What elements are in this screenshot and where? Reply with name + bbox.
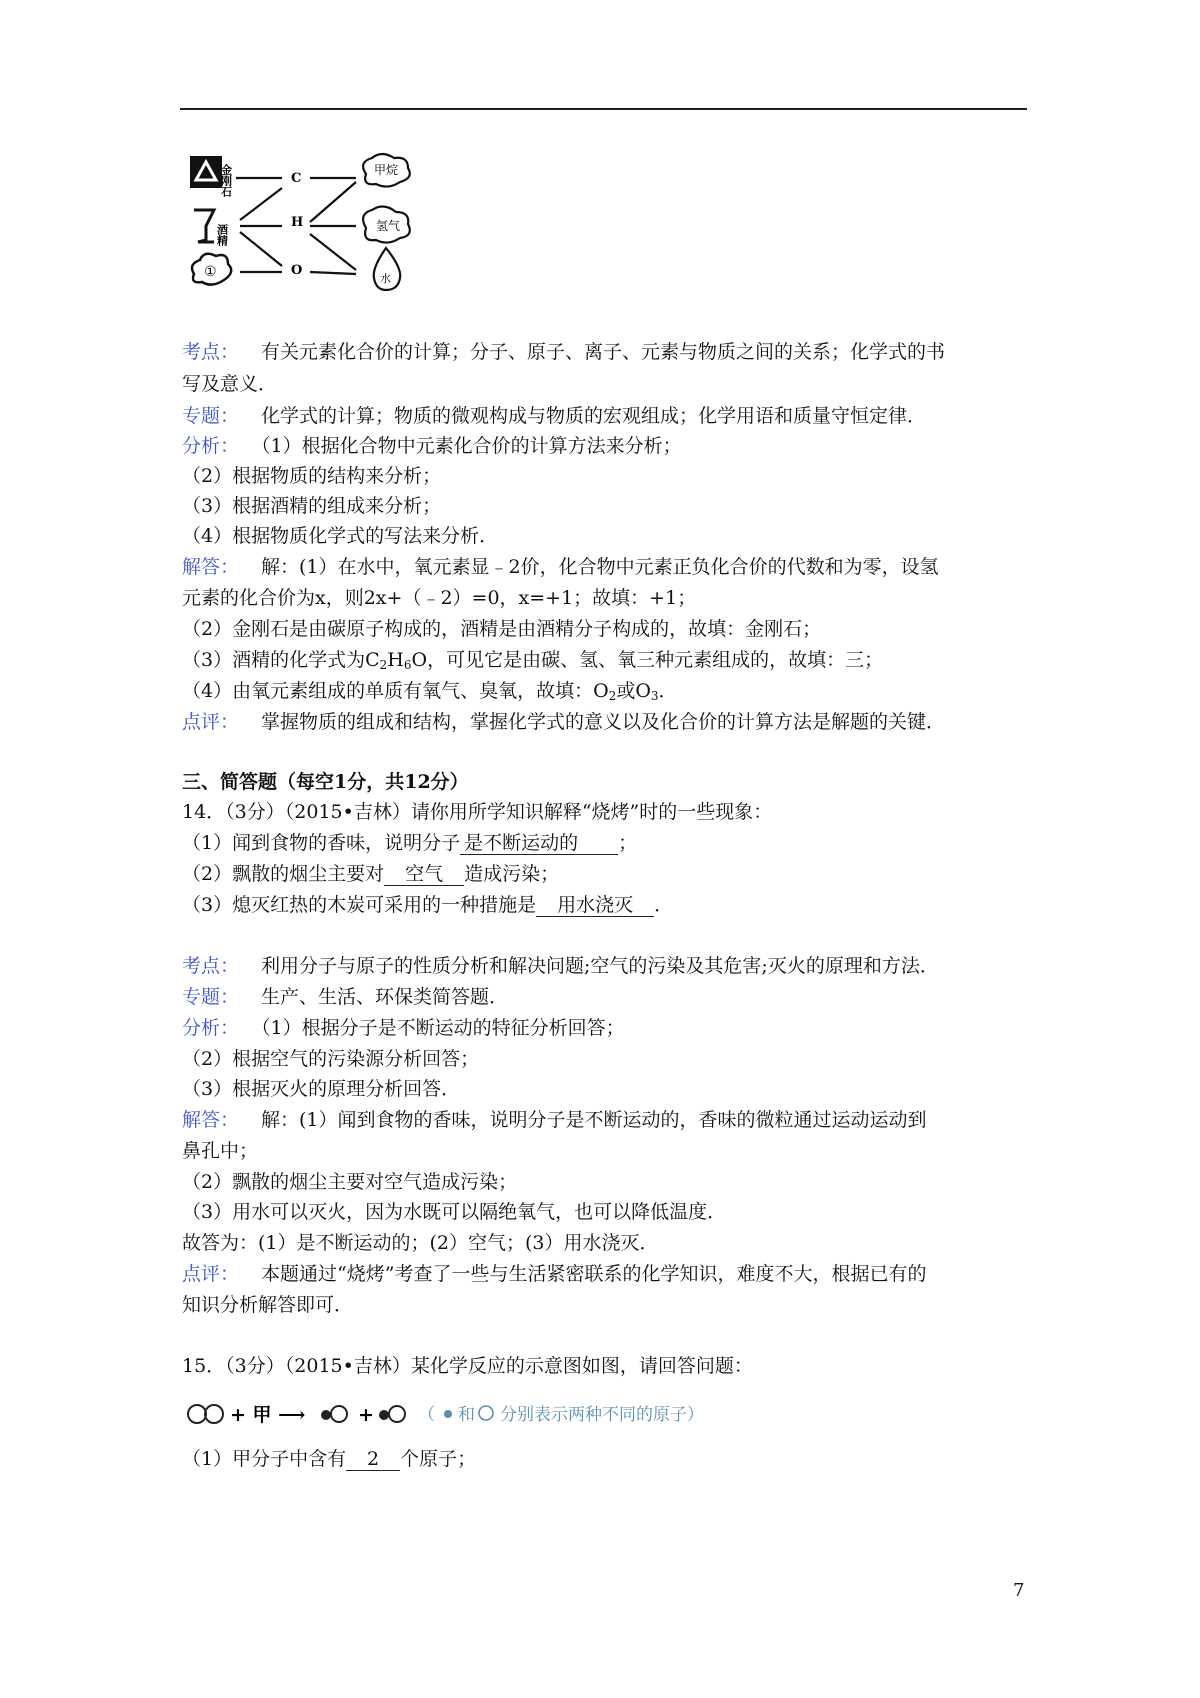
q13-fenxi-2: （2）根据物质的结构来分析； xyxy=(182,465,442,487)
q13-fenxi-4: （4）根据物质化学式的写法来分析． xyxy=(182,525,499,547)
water-label: 水 xyxy=(380,272,391,285)
jieda-label: 解答： xyxy=(182,556,240,578)
kaodian-label: 考点： xyxy=(182,341,240,363)
q13-jieda-5: （4）由氧元素组成的单质有氧气、臭氧，故填：$O_2$或$O_3$． xyxy=(182,680,678,703)
q13-fenxi-3: （3）根据酒精的组成来分析； xyxy=(182,495,442,517)
legend-black-atom xyxy=(444,1410,452,1418)
circle-one-label: ① xyxy=(204,264,217,280)
q14-jieda-line: 解答： 解：(1）闻到食物的香味，说明分子是不断运动的，香味的微粒通过运动运动到 xyxy=(182,1109,927,1131)
q15-stem: 15．（3分）（2015•吉林）某化学反应的示意图如图，请回答问题： xyxy=(182,1355,753,1377)
product2-black-atom xyxy=(379,1410,389,1420)
legend-text: 分别表示两种不同的原子） xyxy=(500,1405,704,1425)
reaction-jia-text: + 甲 ⟶ xyxy=(230,1404,306,1426)
element-c: C xyxy=(291,171,302,186)
alcohol-label: 酒精 xyxy=(215,224,229,246)
q14-answer-3: 用水浇灭 xyxy=(536,894,654,917)
product2-white-atom xyxy=(389,1406,405,1422)
q14-jieda-3: （2）飘散的烟尘主要对空气造成污染； xyxy=(182,1171,518,1193)
q14-dianping-line: 点评： 本题通过“烧烤”考查了一些与生活紧密联系的化学知识，难度不大，根据已有的 xyxy=(182,1263,927,1285)
molecule-white-atom-2 xyxy=(205,1405,223,1423)
product1-white-atom xyxy=(331,1406,347,1422)
element-h: H xyxy=(291,215,304,230)
q14-stem: 14．（3分）（2015•吉林）请你用所学知识解释“烧烤”时的一些现象： xyxy=(182,801,773,823)
q14-jieda-2: 鼻孔中； xyxy=(182,1140,259,1162)
hydrogen-label: 氢气 xyxy=(376,219,401,233)
q14-fenxi-line: 分析： （1）根据分子是不断运动的特征分析回答； xyxy=(182,1017,625,1039)
molecule-white-atom-1 xyxy=(188,1405,206,1423)
wine-glass-icon xyxy=(194,210,214,242)
q13-jieda-2: 元素的化合价为x，则2x+（﹣2）=0，x=+1；故填：+1； xyxy=(182,587,697,609)
element-o: O xyxy=(291,263,303,278)
q14-zhuanti-line: 专题： 生产、生活、环保类简答题． xyxy=(182,986,509,1008)
zhuanti-label: 专题： xyxy=(182,405,240,427)
q14-part-2: （2）飘散的烟尘主要对 空气 造成污染； xyxy=(182,863,560,885)
reaction-plus: + xyxy=(358,1404,374,1426)
diamond-label: 金刚石 xyxy=(219,164,233,197)
dianping-label: 点评： xyxy=(182,711,240,733)
q14-kaodian-line: 考点： 利用分子与原子的性质分析和解决问题;空气的污染及其危害;灭火的原理和方法． xyxy=(182,955,939,977)
legend-and: 和 xyxy=(458,1405,475,1425)
q14-answer-2: 空气 xyxy=(384,863,464,886)
q13-jieda-4: （3）酒精的化学式为$C_2H_6O$，可见它是由碳、氢、氧三种元素组成的，故填：三； xyxy=(182,649,884,672)
q14-fenxi-3: （3）根据灭火的原理分析回答． xyxy=(182,1078,461,1100)
product1-black-atom xyxy=(321,1410,331,1420)
methane-label: 甲烷 xyxy=(374,163,399,177)
legend-open: （ xyxy=(418,1405,435,1425)
page-number: 7 xyxy=(1013,1580,1025,1601)
q15-answer-1: 2 xyxy=(346,1448,400,1471)
q13-jieda-line: 解答： 解：(1）在水中，氧元素显﹣2价，化合物中元素正负化合价的代数和为零，设氢 xyxy=(182,556,939,578)
q13-jieda-3: （2）金刚石是由碳原子构成的，酒精是由酒精分子构成的，故填：金刚石； xyxy=(182,618,822,640)
q14-answer-1: 是不断运动的 xyxy=(460,832,618,855)
q13-fenxi-line: 分析： （1）根据化合物中元素化合价的计算方法来分析； xyxy=(182,435,682,457)
q13-kaodian-line: 考点： 有关元素化合价的计算；分子、原子、离子、元素与物质之间的关系；化学式的书 xyxy=(182,341,946,363)
q14-part-3: （3）熄灭红热的木炭可采用的一种措施是 用水浇灭 ． xyxy=(182,894,674,916)
q14-guda: 故答为：(1）是不断运动的；(2）空气；(3）用水浇灭． xyxy=(182,1232,659,1254)
q13-kaodian-line-2: 写及意义． xyxy=(182,373,278,395)
legend-white-atom xyxy=(479,1406,493,1420)
q13-dianping-line: 点评： 掌握物质的组成和结构，掌握化学式的意义以及化合价的计算方法是解题的关键． xyxy=(182,711,946,733)
q14-fenxi-2: （2）根据空气的污染源分析回答； xyxy=(182,1048,480,1070)
q14-jieda-4: （3）用水可以灭火，因为水既可以隔绝氧气，也可以降低温度． xyxy=(182,1201,727,1223)
q14-part-1: （1）闻到食物的香味，说明分子 是不断运动的 ； xyxy=(182,832,638,854)
fenxi-label: 分析： xyxy=(182,435,240,457)
q14-dianping-2: 知识分析解答即可． xyxy=(182,1294,354,1316)
header-rule xyxy=(180,108,1027,110)
reaction-diagram xyxy=(186,1392,806,1436)
q15-part-1: （1）甲分子中含有 2 个原子； xyxy=(182,1448,477,1470)
section-3-heading: 三、简答题（每空1分，共12分） xyxy=(182,771,469,793)
element-relation-figure xyxy=(188,150,448,310)
q13-zhuanti-line: 专题： 化学式的计算；物质的微观构成与物质的宏观组成；化学用语和质量守恒定律． xyxy=(182,405,927,427)
